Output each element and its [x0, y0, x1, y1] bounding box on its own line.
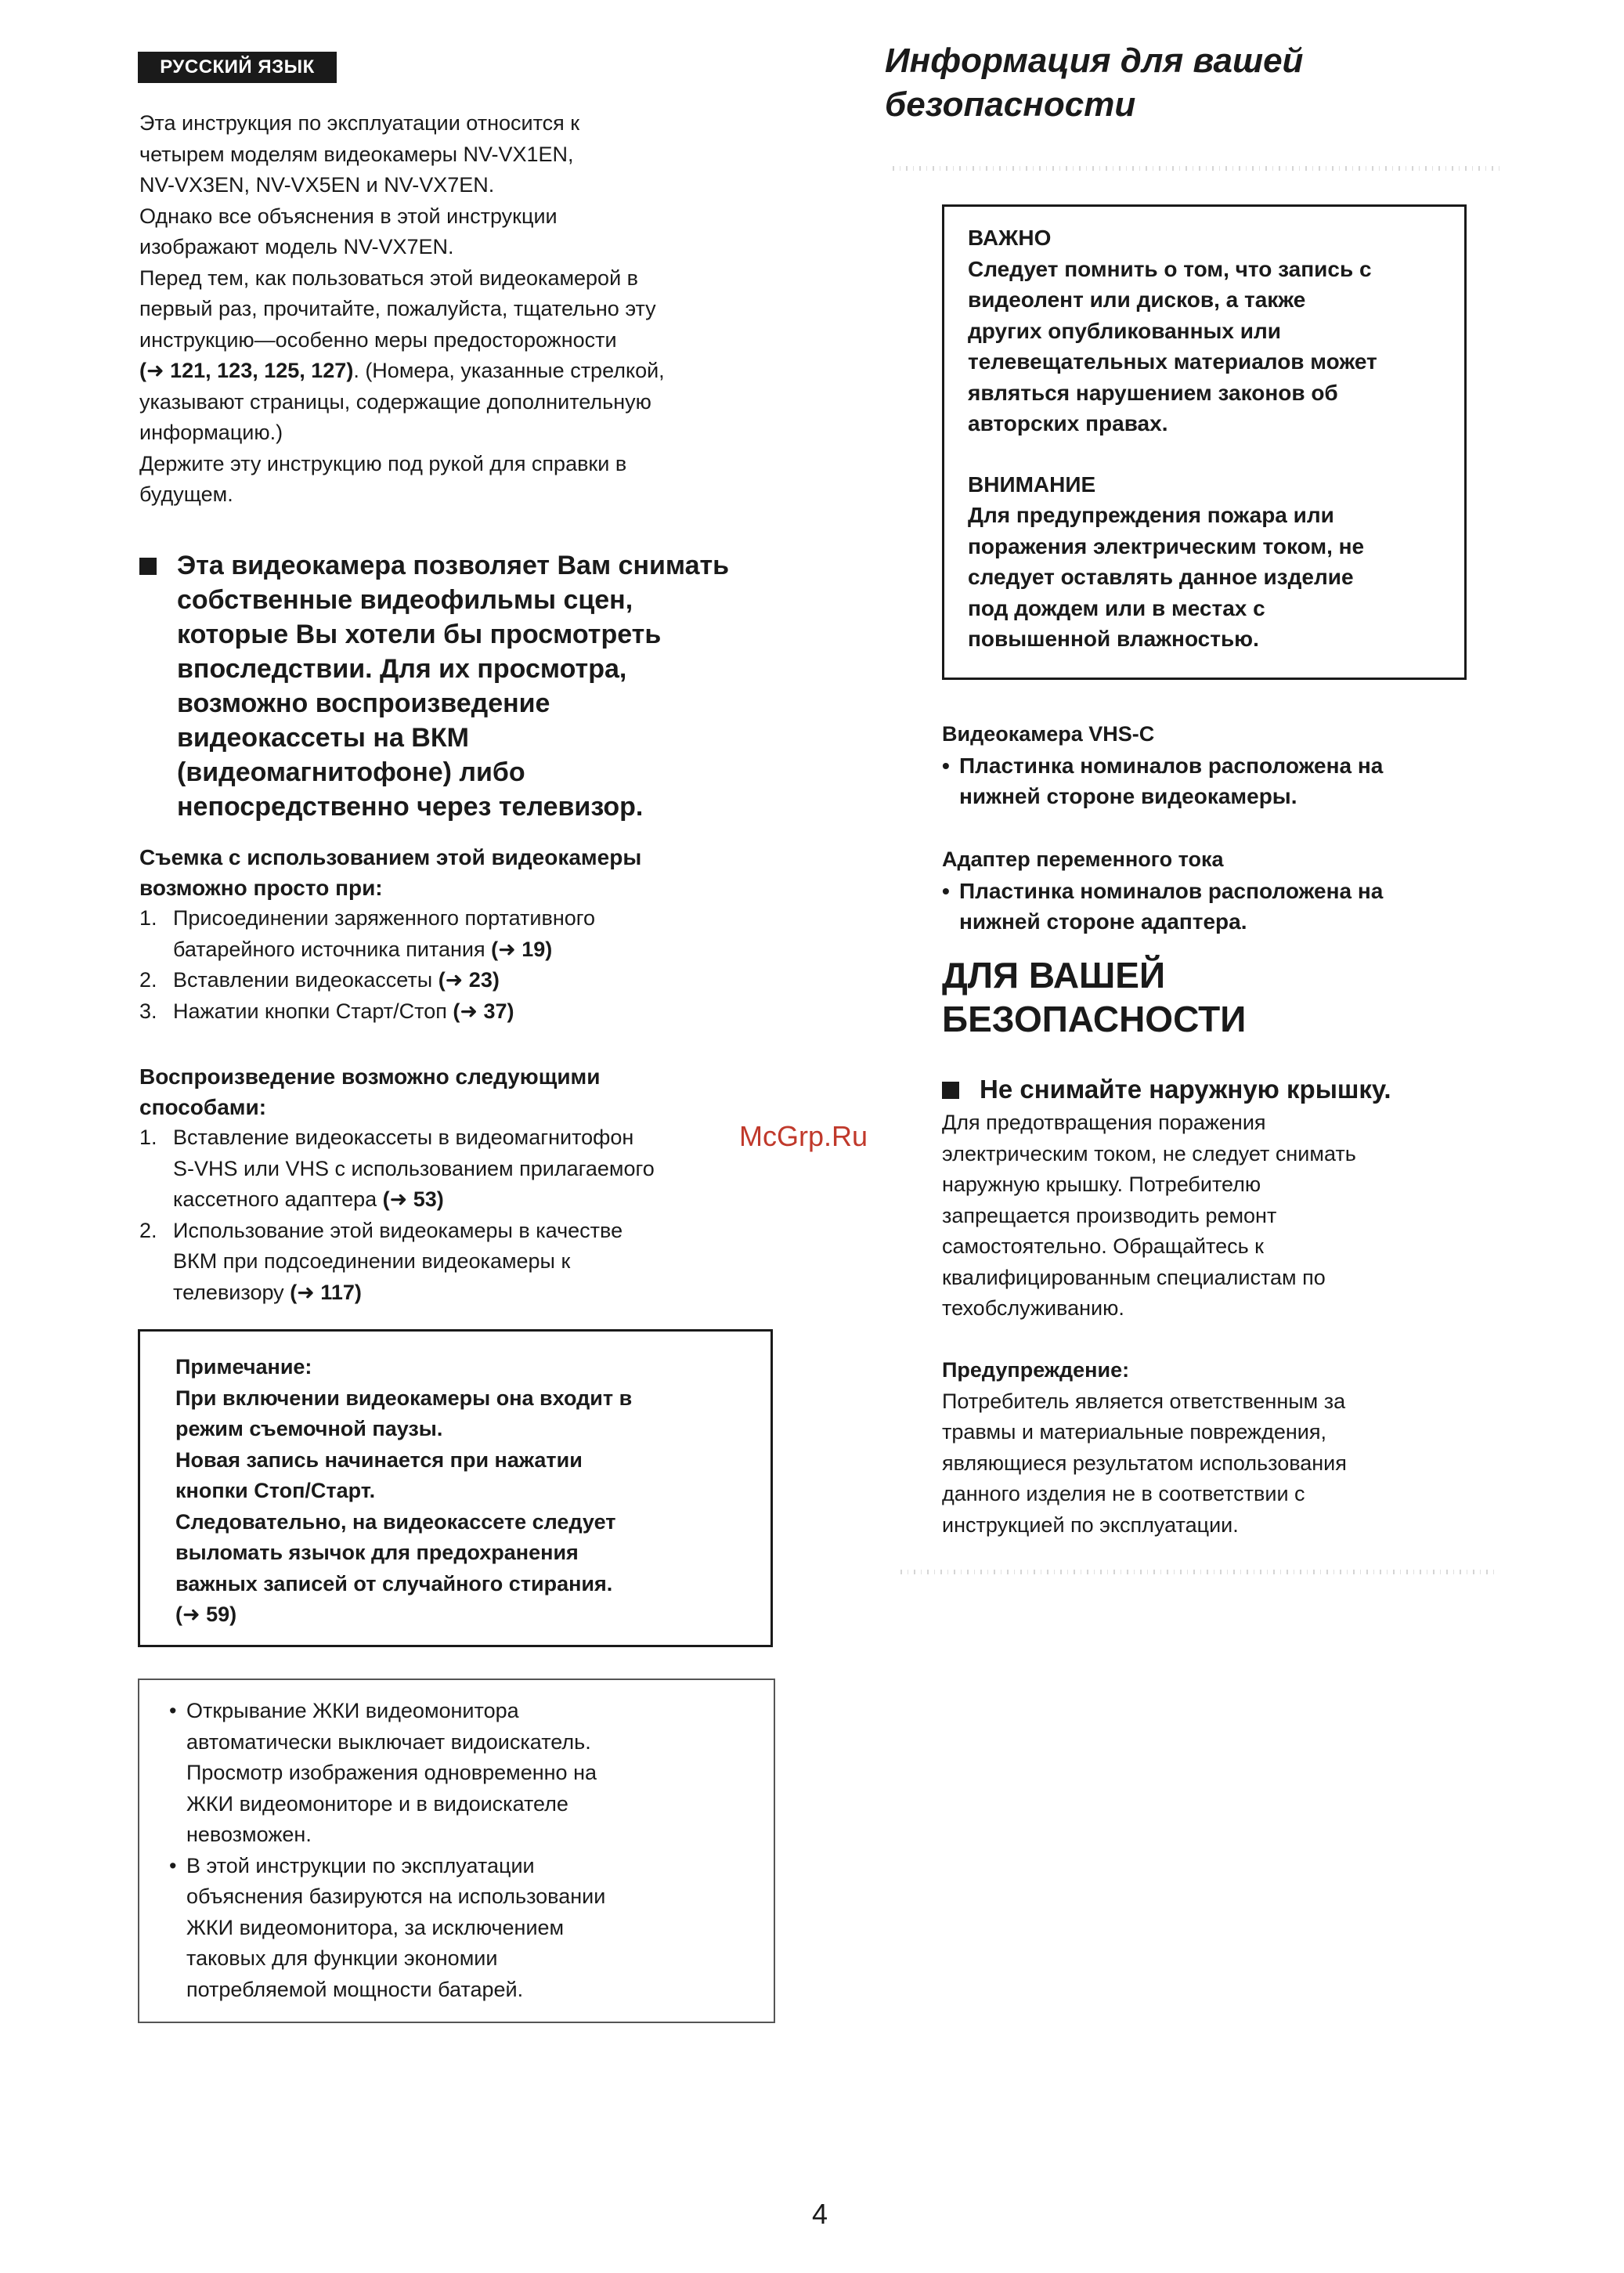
page-title-line: Информация для вашей	[885, 42, 1304, 80]
shooting-title: Съемка с использованием этой видеокамеры	[139, 845, 642, 869]
lcd-line: • В этой инструкции по эксплуатации	[186, 1853, 535, 1877]
note-ref: (➜ 59)	[175, 1603, 237, 1626]
lcd-line: объяснения базируются на использовании	[186, 1885, 606, 1908]
important-line: Следует помнить о том, что запись с	[968, 256, 1372, 281]
warning-line: являющиеся результатом использования	[942, 1451, 1347, 1475]
lcd-line: потребляемой мощности батарей.	[186, 1977, 524, 2001]
step-number: 1.	[139, 1126, 157, 1149]
caution-line: Для предупреждения пожара или	[968, 503, 1334, 527]
playback-title: Воспроизведение возможно следующими	[139, 1064, 601, 1089]
feature-heading	[139, 548, 789, 824]
caution-line: под дождем или в местах с	[968, 595, 1265, 620]
step-line-with-ref	[173, 1277, 781, 1309]
shooting-steps	[139, 903, 781, 1027]
note-line: важных записей от случайного стирания.	[175, 1571, 613, 1595]
cover-line: техобслуживанию.	[942, 1296, 1124, 1320]
feature-line: (видеомагнитофоне) либо	[177, 757, 525, 787]
list-item	[942, 750, 1490, 812]
step-text: батарейного источника питания	[173, 937, 492, 961]
safety-heading	[942, 953, 1246, 1041]
adapter-title: Адаптер переменного тока	[942, 847, 1224, 871]
step-line-with-ref	[173, 965, 781, 996]
intro-line: изображают модель NV-VX7EN.	[139, 235, 454, 258]
step-line: Присоединении заряженного портативного	[173, 906, 596, 930]
warning-line: травмы и материальные повреждения,	[942, 1420, 1326, 1444]
page-ref: (➜ 53)	[382, 1187, 444, 1211]
lcd-line: невозможен.	[186, 1823, 312, 1846]
step-number: 2.	[139, 968, 157, 992]
cover-heading	[942, 1072, 1490, 1107]
page-ref: (➜ 37)	[453, 999, 514, 1023]
step-number: 1.	[139, 906, 157, 930]
feature-line: которые Вы хотели бы просмотреть	[177, 620, 662, 649]
vhs-title: Видеокамера VHS-C	[942, 722, 1155, 746]
feature-line: собственные видеофильмы сцен,	[177, 585, 633, 615]
note-line: выломать язычок для предохранения	[175, 1541, 579, 1564]
playback-steps	[139, 1122, 781, 1308]
square-bullet-icon	[139, 558, 157, 575]
important-heading: ВАЖНО	[968, 226, 1052, 250]
step-line-with-ref	[173, 996, 781, 1028]
shooting-title: возможно просто при:	[139, 876, 383, 900]
page-number: 4	[812, 2198, 828, 2230]
warning-line: Потребитель является ответственным за	[942, 1389, 1346, 1413]
page-ref: (➜ 117)	[290, 1280, 362, 1304]
intro-line: информацию.)	[139, 421, 283, 444]
caution-line: повышенной влажностью.	[968, 627, 1259, 651]
adapter-line: • Пластинка номиналов расположена на	[959, 878, 1384, 903]
feature-line: видеокассеты на ВКМ	[177, 723, 469, 753]
feature-line: возможно воспроизведение	[177, 688, 550, 718]
step-number: 2.	[139, 1218, 157, 1242]
list-item	[169, 1851, 742, 2006]
watermark-text: McGrp.Ru	[739, 1120, 868, 1152]
note-line: режим съемочной паузы.	[175, 1417, 443, 1440]
step-line-with-ref	[173, 934, 781, 966]
list-item	[139, 1122, 781, 1216]
cover-heading-text: Не снимайте наружную крышку.	[980, 1075, 1391, 1104]
lcd-line: таковых для функции экономии	[186, 1946, 498, 1970]
cover-line: Для предотвращения поражения	[942, 1111, 1266, 1134]
intro-line: первый раз, прочитайте, пожалуйста, тщательно эту	[139, 297, 656, 320]
square-bullet-icon	[942, 1082, 959, 1099]
warning-line: инструкцией по эксплуатации.	[942, 1512, 1239, 1537]
lcd-info-box	[138, 1679, 775, 2023]
step-line: S-VHS или VHS с использованием прилагаемого	[173, 1156, 655, 1180]
page-title-line: безопасности	[885, 85, 1136, 124]
playback-section	[139, 1061, 781, 1308]
playback-title: способами:	[139, 1095, 267, 1119]
step-text: телевизору	[173, 1280, 291, 1304]
list-item	[942, 876, 1490, 938]
note-line: Новая запись начинается при нажатии	[175, 1447, 583, 1472]
intro-line: NV-VX3EN, NV-VX5EN и NV-VX7EN.	[139, 173, 495, 197]
note-line: кнопки Стоп/Старт.	[175, 1479, 376, 1502]
vhs-line: нижней стороне видеокамеры.	[959, 784, 1297, 808]
important-line: являться нарушением законов об	[968, 380, 1338, 405]
step-text: кассетного адаптера	[173, 1187, 383, 1211]
list-item	[139, 965, 781, 996]
lcd-line: ЖКИ видеомониторе и в видоискателе	[186, 1791, 568, 1816]
vhs-section	[942, 719, 1490, 812]
step-text: Вставлении видеокассеты	[173, 968, 438, 992]
note-line: Следовательно, на видеокассете следует	[175, 1509, 616, 1534]
intro-line: Держите эту инструкцию под рукой для справки в	[139, 451, 627, 475]
step-line-with-ref	[173, 1184, 781, 1216]
step-line: ВКМ при подсоединении видеокамеры к	[173, 1249, 571, 1273]
scan-noise	[900, 1570, 1496, 1574]
list-item	[169, 1696, 742, 1851]
intro-text	[139, 108, 781, 511]
lcd-line: Просмотр изображения одновременно на	[186, 1761, 597, 1784]
shooting-section	[139, 842, 781, 1027]
intro-line: Однако все объяснения в этой инструкции	[139, 204, 558, 228]
caution-line: следует оставлять данное изделие	[968, 565, 1354, 589]
lcd-line: автоматически выключает видоискатель.	[186, 1729, 591, 1754]
lcd-line: ЖКИ видеомонитора, за исключением	[186, 1915, 565, 1939]
list-item	[139, 1216, 781, 1309]
cover-body	[942, 1108, 1490, 1324]
note-title: Примечание:	[175, 1355, 312, 1379]
important-line: видеолент или дисков, а также	[968, 287, 1306, 312]
feature-line: впоследствии. Для их просмотра,	[177, 654, 627, 684]
note-line: При включении видеокамеры она входит в	[175, 1386, 633, 1410]
page-title	[885, 39, 1480, 127]
intro-line: Эта инструкция по эксплуатации относится к	[139, 111, 580, 135]
cover-line: запрещается производить ремонт	[942, 1203, 1277, 1227]
step-line: Использование этой видеокамеры в качестве	[173, 1218, 623, 1242]
lcd-line: • Открывание ЖКИ видеомонитора	[186, 1699, 519, 1722]
warning-section	[942, 1355, 1490, 1541]
list-item	[139, 996, 781, 1028]
note-box	[138, 1329, 773, 1647]
scan-noise	[893, 166, 1503, 171]
caution-line: поражения электрическим током, не	[968, 533, 1365, 558]
adapter-section	[942, 844, 1490, 938]
important-line: других опубликованных или	[968, 318, 1281, 343]
warning-title: Предупреждение:	[942, 1358, 1130, 1382]
cover-line: электрическим током, не следует снимать	[942, 1141, 1356, 1165]
feature-line: непосредственно через телевизор.	[177, 792, 644, 822]
important-line: телевещательных материалов может	[968, 349, 1377, 374]
language-badge: РУССКИЙ ЯЗЫК	[138, 52, 337, 83]
step-number: 3.	[139, 999, 157, 1023]
important-line: авторских правах.	[968, 411, 1168, 435]
intro-line: инструкцию—особенно меры предосторожности	[139, 327, 617, 352]
list-item	[139, 903, 781, 965]
caution-heading: ВНИМАНИЕ	[968, 472, 1096, 497]
intro-ref-rest: . (Номера, указанные стрелкой,	[353, 359, 665, 382]
adapter-line: нижней стороне адаптера.	[959, 909, 1247, 934]
cover-line: квалифицированным специалистам по	[942, 1265, 1326, 1289]
warning-line: данного изделия не в соответствии с	[942, 1482, 1305, 1505]
page-ref: (➜ 121, 123, 125, 127)	[139, 359, 354, 382]
intro-line: четырем моделям видеокамеры NV-VX1EN,	[139, 142, 574, 166]
intro-line: Перед тем, как пользоваться этой видеокамерой в	[139, 266, 638, 290]
step-text: Нажатии кнопки Старт/Стоп	[173, 999, 453, 1023]
page-ref: (➜ 23)	[438, 968, 500, 992]
cover-line: самостоятельно. Обращайтесь к	[942, 1234, 1264, 1258]
cover-line: наружную крышку. Потребителю	[942, 1173, 1261, 1196]
vhs-line: • Пластинка номиналов расположена на	[959, 753, 1384, 778]
intro-ref-line	[139, 356, 781, 387]
important-box	[942, 204, 1467, 680]
intro-line: указывают страницы, содержащие дополнительную	[139, 389, 651, 414]
step-line: Вставление видеокассеты в видеомагнитофон	[173, 1126, 634, 1149]
safety-heading-line: БЕЗОПАСНОСТИ	[942, 999, 1247, 1039]
page-ref: (➜ 19)	[491, 937, 553, 961]
safety-heading-line: ДЛЯ ВАШЕЙ	[942, 955, 1166, 996]
feature-line: Эта видеокамера позволяет Вам снимать	[177, 551, 730, 580]
intro-line: будущем.	[139, 482, 233, 506]
